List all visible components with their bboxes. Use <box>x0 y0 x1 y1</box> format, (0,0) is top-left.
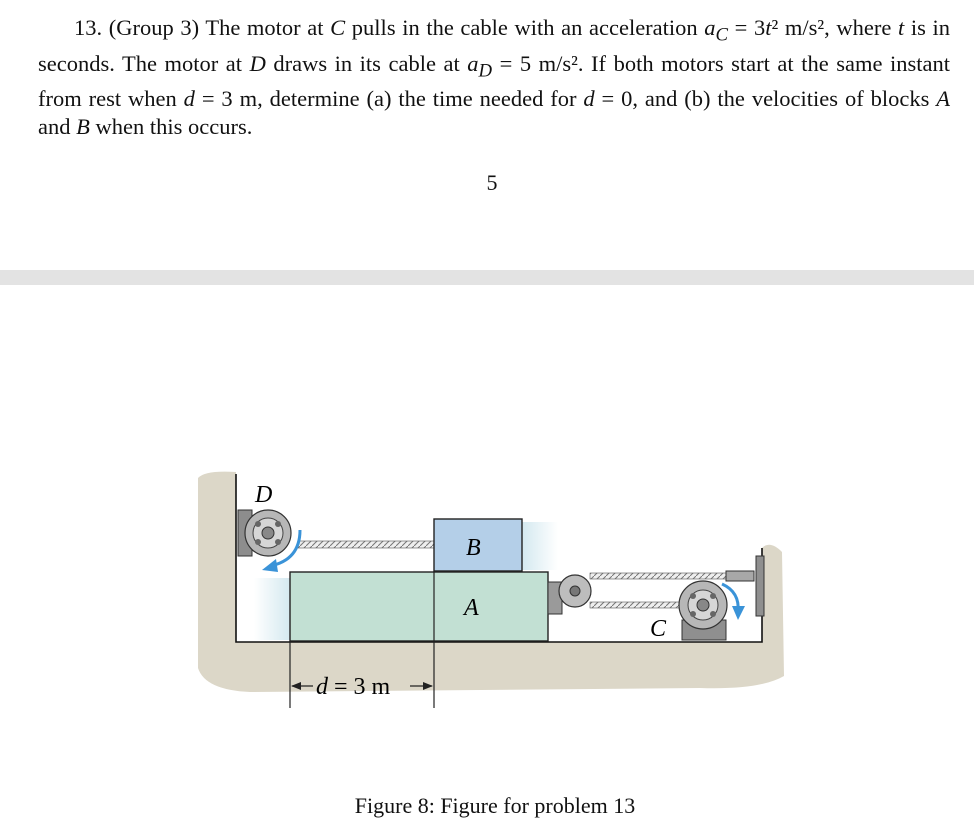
problem-text: ² m/s², <box>771 15 830 40</box>
var-d: d <box>183 86 195 111</box>
problem-text: = 3 <box>728 15 766 40</box>
label-motor-c: C <box>650 616 667 642</box>
var-d-motor: D <box>249 50 266 76</box>
mechanism-figure <box>0 285 974 828</box>
var-c: C <box>330 15 346 40</box>
problem-text: The motor at <box>199 15 331 40</box>
block-a <box>290 572 548 641</box>
problem-group: (Group 3) <box>108 15 200 40</box>
var-a: A <box>936 86 950 111</box>
page-number: 5 <box>486 170 498 195</box>
label-motor-d: D <box>255 482 273 508</box>
dimension-value: = 3 m <box>328 674 391 700</box>
motor-c-icon <box>679 581 727 640</box>
problem-text: is in seconds. The motor at <box>38 15 951 76</box>
accel-d: a <box>467 50 479 76</box>
var-b: B <box>76 114 90 139</box>
label-block-a: A <box>464 595 479 621</box>
problem-statement <box>38 14 950 141</box>
motor-d-icon <box>238 510 291 556</box>
wall-plate <box>756 556 764 616</box>
problem-text: when this occurs. <box>89 114 253 139</box>
problem-text: draws in its cable at <box>265 50 468 76</box>
motion-mist <box>254 578 290 640</box>
anchor-clip <box>726 571 754 581</box>
dimension-var: d <box>316 674 328 700</box>
problem-text: and <box>38 114 77 139</box>
dimension-label <box>316 674 391 700</box>
problem-number: 13. <box>74 15 103 40</box>
problem-text: pulls in the cable with an acceleration <box>345 15 705 40</box>
label-block-b: B <box>466 535 481 561</box>
cable-c-lower <box>590 602 682 608</box>
problem-text: = 0, and (b) the velocities of blocks <box>594 86 937 111</box>
accel-c: a <box>704 15 716 40</box>
problem-text: = 3 m, determine (a) the time needed for <box>194 86 584 111</box>
var-t: t <box>897 15 905 40</box>
var-d: d <box>583 86 595 111</box>
rotation-arrowhead-d-icon <box>262 559 278 572</box>
cable-d <box>298 541 434 548</box>
cable-c-upper <box>590 573 730 579</box>
page-divider <box>0 270 974 285</box>
pulley-hub <box>570 586 580 596</box>
problem-text: where <box>829 15 898 40</box>
figure-caption: Figure 8: Figure for problem 13 <box>354 793 636 818</box>
accel-c-subscript: C <box>715 24 729 46</box>
accel-d-subscript: D <box>478 60 493 81</box>
var-t: t <box>765 15 772 40</box>
rotation-arrowhead-c-icon <box>732 606 745 620</box>
motion-mist <box>522 522 558 570</box>
problem-text: = 5 m/s². If both motors start at the same instant from rest when <box>38 50 950 111</box>
